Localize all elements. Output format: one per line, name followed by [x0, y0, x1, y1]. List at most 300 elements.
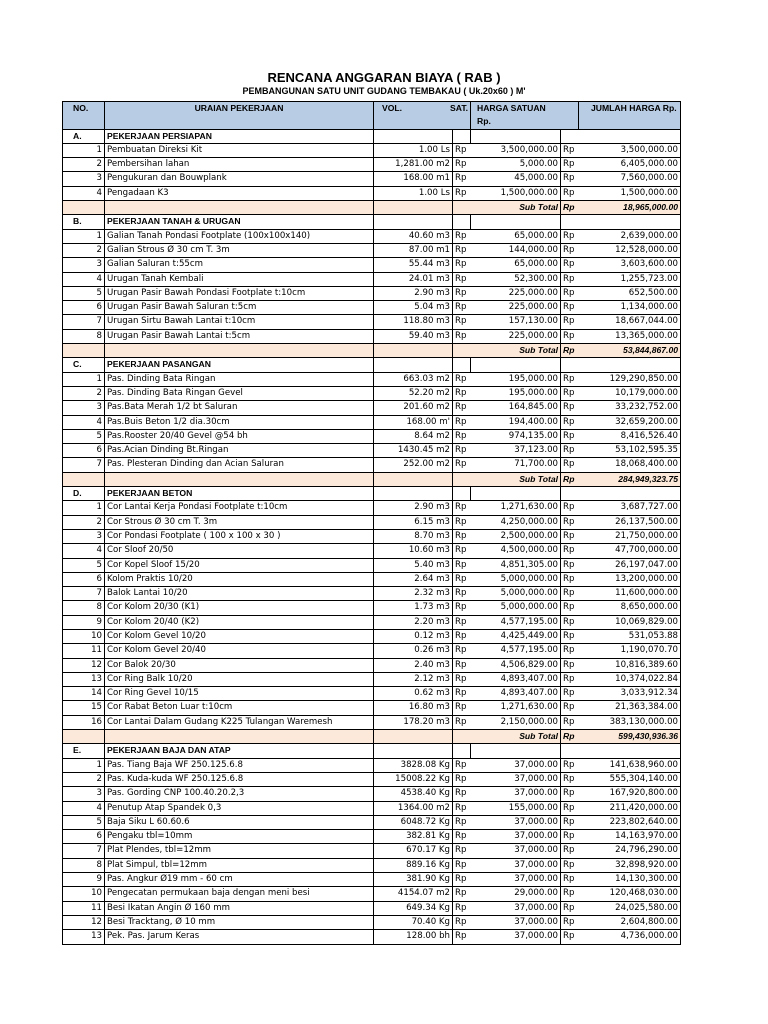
table-row	[63, 587, 681, 601]
item-description: Pembersihan lahan	[105, 158, 374, 172]
item-currency: Rp	[561, 901, 579, 915]
empty-cell	[374, 487, 453, 501]
item-unit-price: 4,250,000.00	[471, 515, 561, 529]
subtotal-label: Sub Total	[471, 344, 561, 358]
item-volume: 3828.08 Kg	[374, 758, 453, 772]
item-currency: Rp	[453, 587, 471, 601]
item-volume: 24.01 m3	[374, 272, 453, 286]
item-number: 7	[63, 458, 105, 472]
subtotal-label: Sub Total	[471, 201, 561, 215]
item-number: 8	[63, 329, 105, 343]
empty-cell	[63, 730, 105, 744]
item-number: 10	[63, 887, 105, 901]
item-total-price: 555,304,140.00	[579, 772, 681, 786]
item-unit-price: 155,000.00	[471, 801, 561, 815]
item-total-price: 18,667,044.00	[579, 315, 681, 329]
item-currency: Rp	[453, 158, 471, 172]
item-volume: 2.64 m3	[374, 572, 453, 586]
item-description: Cor Lantai Kerja Pondasi Footplate t:10cm	[105, 501, 374, 515]
item-currency: Rp	[561, 544, 579, 558]
item-description: Balok Lantai 10/20	[105, 587, 374, 601]
item-currency: Rp	[453, 301, 471, 315]
item-total-price: 10,816,389.60	[579, 658, 681, 672]
item-unit-price: 195,000.00	[471, 386, 561, 400]
item-unit-price: 37,000.00	[471, 915, 561, 929]
item-number: 4	[63, 801, 105, 815]
item-description: Cor Kolom Gevel 10/20	[105, 629, 374, 643]
item-number: 6	[63, 830, 105, 844]
item-description: Cor Pondasi Footplate ( 100 x 100 x 30 )	[105, 529, 374, 543]
table-row	[63, 286, 681, 300]
item-volume: 2.40 m3	[374, 658, 453, 672]
item-description: Pas. Kuda-kuda WF 250.125.6.8	[105, 772, 374, 786]
item-volume: 381.90 Kg	[374, 873, 453, 887]
item-description: Penutup Atap Spandek 0,3	[105, 801, 374, 815]
item-unit-price: 71,700.00	[471, 458, 561, 472]
item-description: Galian Saluran t:55cm	[105, 258, 374, 272]
empty-cell	[453, 215, 471, 229]
item-volume: 5.40 m3	[374, 558, 453, 572]
item-unit-price: 5,000,000.00	[471, 601, 561, 615]
item-unit-price: 225,000.00	[471, 329, 561, 343]
item-currency: Rp	[561, 386, 579, 400]
item-total-price: 141,638,960.00	[579, 758, 681, 772]
item-currency: Rp	[561, 429, 579, 443]
item-volume: 2.90 m3	[374, 501, 453, 515]
item-currency: Rp	[561, 801, 579, 815]
item-currency: Rp	[453, 901, 471, 915]
item-unit-price: 45,000.00	[471, 172, 561, 186]
table-row	[63, 372, 681, 386]
item-unit-price: 195,000.00	[471, 372, 561, 386]
section-code: A.	[63, 129, 105, 143]
table-row	[63, 143, 681, 157]
empty-cell	[453, 744, 471, 758]
item-unit-price: 164,845.00	[471, 401, 561, 415]
item-unit-price: 37,000.00	[471, 830, 561, 844]
item-description: Urugan Pasir Bawah Lantai t:5cm	[105, 329, 374, 343]
item-currency: Rp	[561, 229, 579, 243]
item-description: Pas. Dinding Bata Ringan	[105, 372, 374, 386]
table-row	[63, 229, 681, 243]
empty-cell	[471, 215, 561, 229]
item-currency: Rp	[561, 286, 579, 300]
item-number: 7	[63, 587, 105, 601]
empty-cell	[105, 201, 374, 215]
item-description: Pengukuran dan Bouwplank	[105, 172, 374, 186]
item-description: Pas. Dinding Bata Ringan Gevel	[105, 386, 374, 400]
item-total-price: 26,137,500.00	[579, 515, 681, 529]
item-currency: Rp	[561, 758, 579, 772]
item-currency: Rp	[453, 844, 471, 858]
table-row	[63, 301, 681, 315]
item-currency: Rp	[453, 572, 471, 586]
table-row	[63, 915, 681, 929]
subtotal-row	[63, 344, 681, 358]
item-total-price: 10,374,022.84	[579, 672, 681, 686]
empty-cell	[453, 201, 471, 215]
empty-cell	[63, 472, 105, 486]
item-currency: Rp	[453, 429, 471, 443]
item-number: 6	[63, 301, 105, 315]
item-number: 3	[63, 172, 105, 186]
item-number: 3	[63, 401, 105, 415]
item-volume: 382.81 Kg	[374, 830, 453, 844]
item-currency: Rp	[453, 415, 471, 429]
item-description: Pek. Pas. Jarum Keras	[105, 930, 374, 944]
empty-cell	[471, 358, 561, 372]
item-description: Cor Kolom Gevel 20/40	[105, 644, 374, 658]
item-currency: Rp	[561, 186, 579, 200]
item-volume: 663.03 m2	[374, 372, 453, 386]
item-description: Baja Siku L 60.60.6	[105, 815, 374, 829]
item-description: Galian Tanah Pondasi Footplate (100x100x140)	[105, 229, 374, 243]
table-row	[63, 329, 681, 343]
item-description: Cor Kolom 20/30 (K1)	[105, 601, 374, 615]
table-row	[63, 830, 681, 844]
section-title: PEKERJAAN TANAH & URUGAN	[105, 215, 374, 229]
empty-cell	[374, 358, 453, 372]
subtotal-currency: Rp	[561, 472, 579, 486]
subtotal-row	[63, 730, 681, 744]
header-vol: VOL.	[382, 103, 403, 113]
subtotal-value: 599,430,936.36	[579, 730, 681, 744]
item-total-price: 1,500,000.00	[579, 186, 681, 200]
table-row	[63, 429, 681, 443]
section-title: PEKERJAAN PASANGAN	[105, 358, 374, 372]
item-currency: Rp	[561, 572, 579, 586]
item-volume: 889.16 Kg	[374, 858, 453, 872]
item-currency: Rp	[453, 258, 471, 272]
item-currency: Rp	[453, 701, 471, 715]
header-harga	[471, 102, 579, 130]
item-description: Cor Strous Ø 30 cm T. 3m	[105, 515, 374, 529]
item-description: Cor Balok 20/30	[105, 658, 374, 672]
item-currency: Rp	[453, 315, 471, 329]
item-total-price: 129,290,850.00	[579, 372, 681, 386]
item-currency: Rp	[453, 286, 471, 300]
item-currency: Rp	[453, 186, 471, 200]
item-total-price: 652,500.00	[579, 286, 681, 300]
item-currency: Rp	[561, 658, 579, 672]
item-number: 2	[63, 158, 105, 172]
item-currency: Rp	[561, 772, 579, 786]
section-header-row	[63, 129, 681, 143]
item-currency: Rp	[561, 243, 579, 257]
item-description: Galian Strous Ø 30 cm T. 3m	[105, 243, 374, 257]
item-currency: Rp	[453, 758, 471, 772]
item-total-price: 1,190,070.70	[579, 644, 681, 658]
item-total-price: 3,500,000.00	[579, 143, 681, 157]
item-currency: Rp	[561, 587, 579, 601]
item-volume: 2.90 m3	[374, 286, 453, 300]
item-unit-price: 4,851,305.00	[471, 558, 561, 572]
item-total-price: 47,700,000.00	[579, 544, 681, 558]
item-volume: 2.20 m3	[374, 615, 453, 629]
item-volume: 55.44 m3	[374, 258, 453, 272]
item-volume: 2.12 m3	[374, 672, 453, 686]
section-header-row	[63, 215, 681, 229]
empty-cell	[374, 201, 453, 215]
item-number: 5	[63, 429, 105, 443]
item-currency: Rp	[453, 887, 471, 901]
item-currency: Rp	[561, 601, 579, 615]
item-volume: 1.00 Ls	[374, 143, 453, 157]
item-description: Pas. Gording CNP 100.40.20.2,3	[105, 787, 374, 801]
section-code: C.	[63, 358, 105, 372]
item-number: 1	[63, 229, 105, 243]
item-total-price: 2,604,800.00	[579, 915, 681, 929]
header-harga-line2: Rp.	[477, 116, 491, 127]
item-unit-price: 225,000.00	[471, 286, 561, 300]
item-number: 13	[63, 672, 105, 686]
item-number: 11	[63, 644, 105, 658]
item-unit-price: 65,000.00	[471, 258, 561, 272]
item-unit-price: 52,300.00	[471, 272, 561, 286]
table-row	[63, 787, 681, 801]
item-currency: Rp	[561, 787, 579, 801]
item-volume: 4538.40 Kg	[374, 787, 453, 801]
item-unit-price: 37,000.00	[471, 787, 561, 801]
table-row	[63, 801, 681, 815]
empty-cell	[579, 487, 681, 501]
item-total-price: 167,920,800.00	[579, 787, 681, 801]
item-currency: Rp	[561, 873, 579, 887]
table-row	[63, 844, 681, 858]
item-total-price: 120,468,030.00	[579, 887, 681, 901]
item-unit-price: 37,000.00	[471, 858, 561, 872]
item-volume: 0.12 m3	[374, 629, 453, 643]
item-currency: Rp	[453, 830, 471, 844]
item-currency: Rp	[453, 873, 471, 887]
item-unit-price: 2,500,000.00	[471, 529, 561, 543]
item-volume: 1.73 m3	[374, 601, 453, 615]
item-total-price: 2,639,000.00	[579, 229, 681, 243]
section-code: E.	[63, 744, 105, 758]
item-total-price: 24,025,580.00	[579, 901, 681, 915]
item-description: Pas.Bata Merah 1/2 bt Saluran	[105, 401, 374, 415]
table-row	[63, 558, 681, 572]
item-volume: 1364.00 m2	[374, 801, 453, 815]
item-volume: 5.04 m3	[374, 301, 453, 315]
header-vol-sat	[374, 102, 471, 130]
item-currency: Rp	[561, 272, 579, 286]
item-currency: Rp	[453, 672, 471, 686]
item-currency: Rp	[561, 715, 579, 729]
item-volume: 0.26 m3	[374, 644, 453, 658]
item-currency: Rp	[561, 558, 579, 572]
item-total-price: 21,363,384.00	[579, 701, 681, 715]
empty-cell	[374, 472, 453, 486]
item-total-price: 21,750,000.00	[579, 529, 681, 543]
item-unit-price: 5,000.00	[471, 158, 561, 172]
table-row	[63, 701, 681, 715]
item-currency: Rp	[561, 644, 579, 658]
item-total-price: 11,600,000.00	[579, 587, 681, 601]
item-currency: Rp	[561, 830, 579, 844]
item-currency: Rp	[453, 529, 471, 543]
item-volume: 8.64 m2	[374, 429, 453, 443]
item-currency: Rp	[561, 529, 579, 543]
rab-table	[62, 101, 681, 945]
item-unit-price: 1,271,630.00	[471, 501, 561, 515]
item-total-price: 8,416,526.40	[579, 429, 681, 443]
item-currency: Rp	[561, 444, 579, 458]
item-currency: Rp	[561, 672, 579, 686]
item-unit-price: 5,000,000.00	[471, 587, 561, 601]
item-currency: Rp	[561, 315, 579, 329]
item-currency: Rp	[561, 158, 579, 172]
empty-cell	[453, 472, 471, 486]
item-number: 7	[63, 844, 105, 858]
item-volume: 1.00 Ls	[374, 186, 453, 200]
item-currency: Rp	[561, 415, 579, 429]
item-volume: 1430.45 m2	[374, 444, 453, 458]
table-row	[63, 258, 681, 272]
item-currency: Rp	[453, 787, 471, 801]
item-number: 5	[63, 558, 105, 572]
item-total-price: 53,102,595.35	[579, 444, 681, 458]
item-total-price: 10,179,000.00	[579, 386, 681, 400]
empty-cell	[579, 744, 681, 758]
table-row	[63, 458, 681, 472]
table-body	[63, 129, 681, 944]
table-row	[63, 772, 681, 786]
empty-cell	[105, 730, 374, 744]
item-number: 1	[63, 372, 105, 386]
item-number: 3	[63, 529, 105, 543]
section-code: D.	[63, 487, 105, 501]
section-header-row	[63, 744, 681, 758]
table-row	[63, 687, 681, 701]
subtotal-value: 18,965,000.00	[579, 201, 681, 215]
item-total-price: 211,420,000.00	[579, 801, 681, 815]
item-total-price: 7,560,000.00	[579, 172, 681, 186]
subtotal-row	[63, 472, 681, 486]
item-volume: 670.17 Kg	[374, 844, 453, 858]
item-description: Cor Kopel Sloof 15/20	[105, 558, 374, 572]
header-no: NO.	[63, 102, 105, 130]
item-description: Kolom Praktis 10/20	[105, 572, 374, 586]
item-description: Besi Ikatan Angin Ø 160 mm	[105, 901, 374, 915]
item-currency: Rp	[453, 243, 471, 257]
empty-cell	[374, 744, 453, 758]
item-total-price: 1,255,723.00	[579, 272, 681, 286]
item-unit-price: 37,000.00	[471, 844, 561, 858]
table-row	[63, 172, 681, 186]
item-volume: 252.00 m2	[374, 458, 453, 472]
item-number: 9	[63, 873, 105, 887]
document-title: RENCANA ANGGARAN BIAYA ( RAB )	[267, 70, 501, 85]
empty-cell	[453, 344, 471, 358]
item-currency: Rp	[453, 329, 471, 343]
item-number: 3	[63, 258, 105, 272]
item-currency: Rp	[453, 444, 471, 458]
item-volume: 118.80 m3	[374, 315, 453, 329]
item-number: 10	[63, 629, 105, 643]
item-volume: 16.80 m3	[374, 701, 453, 715]
item-volume: 52.20 m2	[374, 386, 453, 400]
item-unit-price: 1,271,630.00	[471, 701, 561, 715]
empty-cell	[579, 215, 681, 229]
item-currency: Rp	[453, 715, 471, 729]
item-total-price: 33,232,752.00	[579, 401, 681, 415]
item-currency: Rp	[561, 458, 579, 472]
item-currency: Rp	[453, 687, 471, 701]
item-volume: 1,281.00 m2	[374, 158, 453, 172]
item-description: Cor Kolom 20/40 (K2)	[105, 615, 374, 629]
item-total-price: 13,365,000.00	[579, 329, 681, 343]
item-currency: Rp	[561, 887, 579, 901]
item-volume: 6.15 m3	[374, 515, 453, 529]
item-unit-price: 194,400.00	[471, 415, 561, 429]
header-harga-line1: HARGA SATUAN	[477, 103, 546, 113]
empty-cell	[561, 744, 579, 758]
section-header-row	[63, 358, 681, 372]
item-description: Pengaku tbl=10mm	[105, 830, 374, 844]
table-row	[63, 501, 681, 515]
table-row	[63, 715, 681, 729]
item-description: Pas.Acian Dinding Bt.Ringan	[105, 444, 374, 458]
item-description: Urugan Pasir Bawah Saluran t:5cm	[105, 301, 374, 315]
empty-cell	[63, 201, 105, 215]
item-currency: Rp	[453, 143, 471, 157]
item-currency: Rp	[453, 272, 471, 286]
table-row	[63, 315, 681, 329]
item-unit-price: 4,500,000.00	[471, 544, 561, 558]
item-volume: 201.60 m2	[374, 401, 453, 415]
empty-cell	[374, 344, 453, 358]
empty-cell	[561, 487, 579, 501]
item-currency: Rp	[453, 915, 471, 929]
item-unit-price: 3,500,000.00	[471, 143, 561, 157]
item-description: Pas.Rooster 20/40 Gevel @54 bh	[105, 429, 374, 443]
item-currency: Rp	[453, 544, 471, 558]
table-row	[63, 444, 681, 458]
item-total-price: 1,134,000.00	[579, 301, 681, 315]
item-currency: Rp	[453, 858, 471, 872]
item-description: Pas. Tiang Baja WF 250.125.6.8	[105, 758, 374, 772]
table-row	[63, 858, 681, 872]
table-row	[63, 658, 681, 672]
item-description: Pas. Angkur Ø19 mm - 60 cm	[105, 873, 374, 887]
item-currency: Rp	[561, 143, 579, 157]
item-number: 6	[63, 444, 105, 458]
item-number: 8	[63, 858, 105, 872]
item-currency: Rp	[561, 172, 579, 186]
item-number: 7	[63, 315, 105, 329]
item-total-price: 223,802,640.00	[579, 815, 681, 829]
item-number: 8	[63, 601, 105, 615]
empty-cell	[105, 472, 374, 486]
item-unit-price: 37,000.00	[471, 901, 561, 915]
item-currency: Rp	[561, 258, 579, 272]
item-unit-price: 225,000.00	[471, 301, 561, 315]
item-number: 13	[63, 930, 105, 944]
item-number: 12	[63, 658, 105, 672]
subtotal-row	[63, 201, 681, 215]
item-number: 4	[63, 544, 105, 558]
item-unit-price: 37,000.00	[471, 873, 561, 887]
item-volume: 40.60 m3	[374, 229, 453, 243]
empty-cell	[579, 129, 681, 143]
table-row	[63, 243, 681, 257]
table-row	[63, 873, 681, 887]
item-currency: Rp	[453, 401, 471, 415]
item-description: Cor Rabat Beton Luar t:10cm	[105, 701, 374, 715]
item-currency: Rp	[453, 515, 471, 529]
item-volume: 70.40 Kg	[374, 915, 453, 929]
